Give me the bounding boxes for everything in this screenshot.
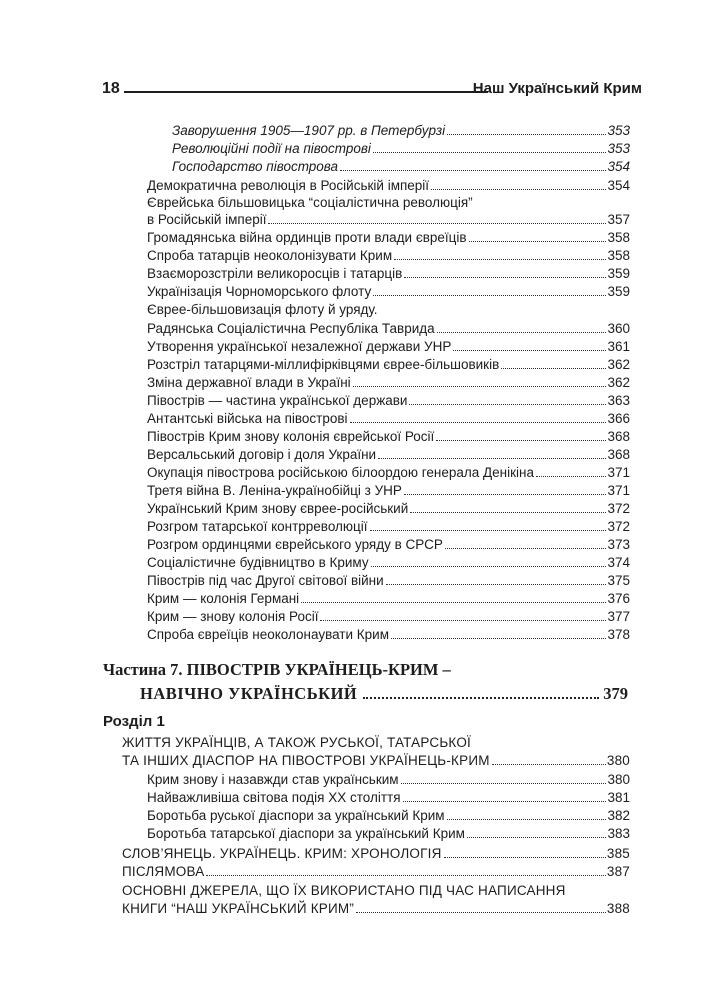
- toc-entry: СЛОВ’ЯНЕЦЬ. УКРАЇНЕЦЬ. КРИМ: ХРОНОЛОГІЯ 385: [122, 846, 630, 861]
- chapter-title-line: ЖИТТЯ УКРАЇНЦІВ, А ТАКОЖ РУСЬКОЇ, ТАТАРСЬКОЇ: [122, 735, 471, 750]
- toc-entry: Найважливіша світова подія XX століття 381: [147, 790, 630, 805]
- toc-entry-line: ОСНОВНІ ДЖЕРЕЛА, ЩО ЇХ ВИКОРИСТАНО ПІД ЧАС НАПИСАННЯ: [122, 883, 566, 898]
- toc-entry: Боротьба татарської діаспори за український Крим 383: [147, 826, 630, 841]
- part-heading: Частина 7. ПІВОСТРІВ УКРАЇНЕЦЬ-КРИМ –: [103, 660, 451, 679]
- toc-entry: Заворушення 1905—1907 рр. в Петербурзі 353: [172, 123, 630, 138]
- toc-entry: Крим — колонія Германі 376: [147, 591, 630, 606]
- toc-entry: Радянська Соціалістична Республіка Таврида 360: [147, 321, 630, 336]
- page-number: 18: [102, 80, 120, 97]
- running-title: Наш Український Крим: [472, 80, 642, 97]
- toc-entry: КНИГИ “НАШ УКРАЇНСЬКИЙ КРИМ” 388: [122, 901, 630, 916]
- toc-entry: Розгром татарської контрреволюції 372: [147, 519, 630, 534]
- toc-entry: Зміна державної влади в Україні 362: [147, 375, 630, 390]
- toc-entry: ТА ІНШИХ ДІАСПОР НА ПІВОСТРОВІ УКРАЇНЕЦЬ-КРИМ 380: [122, 753, 630, 768]
- toc-entry-line: Єврейська більшовицька “соціалістична революція”: [147, 195, 473, 210]
- toc-entry: Окупація півострова російською білоордою генерала Денікіна 371: [147, 465, 630, 480]
- toc-entry: Крим знову і назавжди став українським 380: [147, 772, 630, 787]
- toc-entry: Третя війна В. Леніна-українобійці з УНР 371: [147, 483, 630, 498]
- toc-entry: ПІСЛЯМОВА 387: [122, 864, 630, 879]
- toc-entry: Взаєморозстріли великоросців і татарців 359: [147, 266, 630, 281]
- toc-entry: Антантські війська на півострові 366: [147, 411, 630, 426]
- toc-entry: Українізація Чорноморського флоту 359: [147, 284, 630, 299]
- toc-entry: Півострів Крим знову колонія єврейської Росії 368: [147, 429, 630, 444]
- toc-entry: Півострів під час Другої світової війни 375: [147, 573, 630, 588]
- toc-entry: Революційні події на півострові 353: [172, 141, 630, 156]
- toc-entry: Півострів — частина української держави 363: [147, 393, 630, 408]
- part-heading-line2: НАВІЧНО УКРАЇНСЬКИЙ 379: [140, 684, 628, 703]
- toc-entry: Утворення української незалежної держави УНР 361: [147, 339, 630, 354]
- toc-entry: Розстріл татарцями-міллифірківцями єврее-більшовиків 362: [147, 357, 630, 372]
- toc-entry: Соціалістичне будівництво в Криму 374: [147, 555, 630, 570]
- toc-entry: Спроба татарців неоколонізувати Крим 358: [147, 248, 630, 263]
- toc-entry: в Російській імперії 357: [147, 212, 630, 227]
- toc-entry: Демократична революція в Російській імперії 354: [147, 178, 630, 193]
- toc-entry: Український Крим знову єврее-російський 372: [147, 501, 630, 516]
- toc-entry: Громадянська війна ординців проти влади євреїців 358: [147, 230, 630, 245]
- toc-entry: Боротьба руської діаспори за український Крим 382: [147, 808, 630, 823]
- section-heading: Розділ 1: [103, 713, 165, 730]
- toc-entry-line: Єврее-більшовизація флоту й уряду.: [147, 302, 378, 317]
- toc-entry: Господарство півострова 354: [172, 159, 630, 174]
- toc-entry: Розгром ординцями єврейського уряду в СРСР 373: [147, 537, 630, 552]
- toc-entry: Крим — знову колонія Росії 377: [147, 609, 630, 624]
- toc-entry: Спроба євреїців неоколонаувати Крим 378: [147, 627, 630, 642]
- toc-entry: Версальський договір і доля України 368: [147, 447, 630, 462]
